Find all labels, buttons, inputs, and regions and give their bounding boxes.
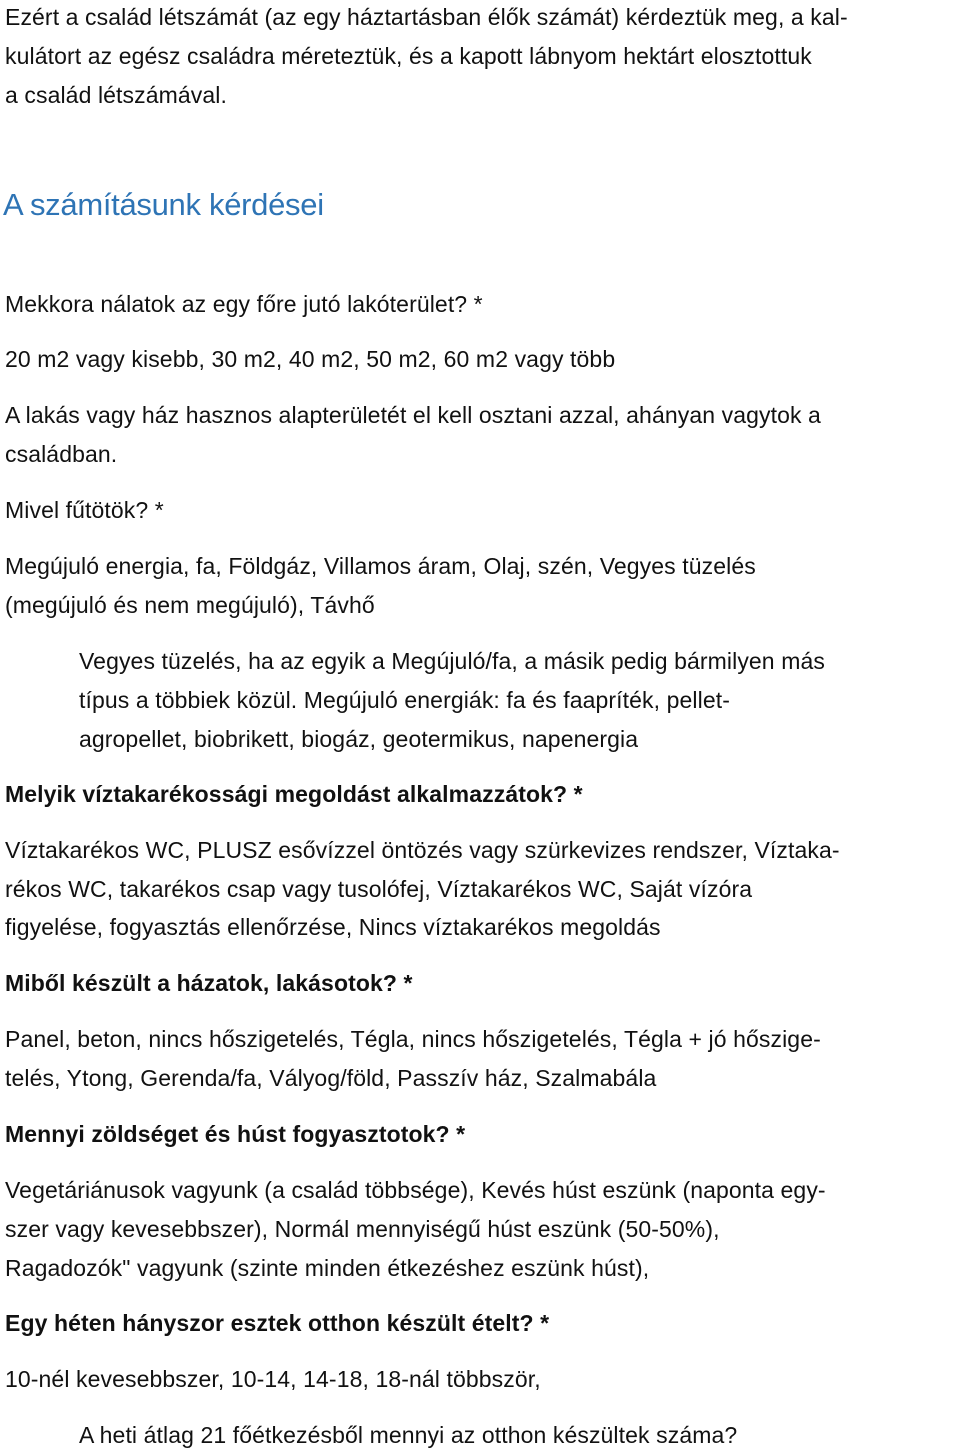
options-diet-line-3: Ragadozók" vagyunk (szinte minden étkezéshez eszünk húst),	[5, 1255, 650, 1281]
question-heating: Mivel fűtötök? *	[5, 497, 164, 523]
note-home-cooking: A heti átlag 21 főétkezésből mennyi az otthon készültek száma?	[79, 1422, 738, 1448]
options-water-saving-line-3: figyelése, fogyasztás ellenőrzése, Nincs víztakarékos megoldás	[5, 914, 661, 940]
options-diet-line-1: Vegetáriánusok vagyunk (a család többsége), Kevés húst eszünk (naponta egy-	[5, 1177, 826, 1203]
section-heading: A számításunk kérdései	[3, 187, 324, 222]
options-heating-line-1: Megújuló energia, fa, Földgáz, Villamos áram, Olaj, szén, Vegyes tüzelés	[5, 553, 756, 579]
question-water-saving: Melyik víztakarékossági megoldást alkalmazzátok? *	[5, 781, 583, 807]
options-living-area: 20 m2 vagy kisebb, 30 m2, 40 m2, 50 m2, 60 m2 vagy több	[5, 346, 616, 372]
options-water-saving-line-1: Víztakarékos WC, PLUSZ esővízzel öntözés vagy szürkevizes rendszer, Víztaka-	[5, 837, 840, 863]
question-building-material: Miből készült a házatok, lakásotok? *	[5, 970, 413, 996]
question-home-cooking: Egy héten hányszor esztek otthon készült ételt? *	[5, 1310, 550, 1336]
options-building-material-line-1: Panel, beton, nincs hőszigetelés, Tégla, nincs hőszigetelés, Tégla + jó hőszige-	[5, 1026, 821, 1052]
intro-line-3: a család létszámával.	[5, 82, 227, 108]
options-heating-line-2: (megújuló és nem megújuló), Távhő	[5, 592, 375, 618]
options-building-material-line-2: telés, Ytong, Gerenda/fa, Vályog/föld, Passzív ház, Szalmabála	[5, 1065, 657, 1091]
intro-line-1: Ezért a család létszámát (az egy háztartásban élők számát) kérdeztük meg, a kal-	[5, 4, 848, 30]
intro-line-2: kulátort az egész családra méreteztük, és a kapott lábnyom hektárt elosztottuk	[5, 43, 812, 69]
note-living-area-line-2: családban.	[5, 441, 118, 467]
question-living-area: Mekkora nálatok az egy főre jutó lakóterület? *	[5, 291, 483, 317]
note-living-area-line-1: A lakás vagy ház hasznos alapterületét el kell osztani azzal, ahányan vagytok a	[5, 402, 821, 428]
options-home-cooking: 10-nél kevesebbszer, 10-14, 14-18, 18-nál többször,	[5, 1366, 541, 1392]
options-water-saving-line-2: rékos WC, takarékos csap vagy tusolófej, Víztakarékos WC, Saját vízóra	[5, 876, 753, 902]
question-diet: Mennyi zöldséget és húst fogyasztotok? *	[5, 1121, 466, 1147]
note-heating-line-2: típus a többiek közül. Megújuló energiák: fa és faapríték, pellet-	[79, 687, 730, 713]
options-diet-line-2: szer vagy kevesebbszer), Normál mennyiségű húst eszünk (50-50%),	[5, 1216, 720, 1242]
note-heating-line-3: agropellet, biobrikett, biogáz, geotermikus, napenergia	[79, 726, 639, 752]
note-heating-line-1: Vegyes tüzelés, ha az egyik a Megújuló/fa, a másik pedig bármilyen más	[79, 648, 825, 674]
